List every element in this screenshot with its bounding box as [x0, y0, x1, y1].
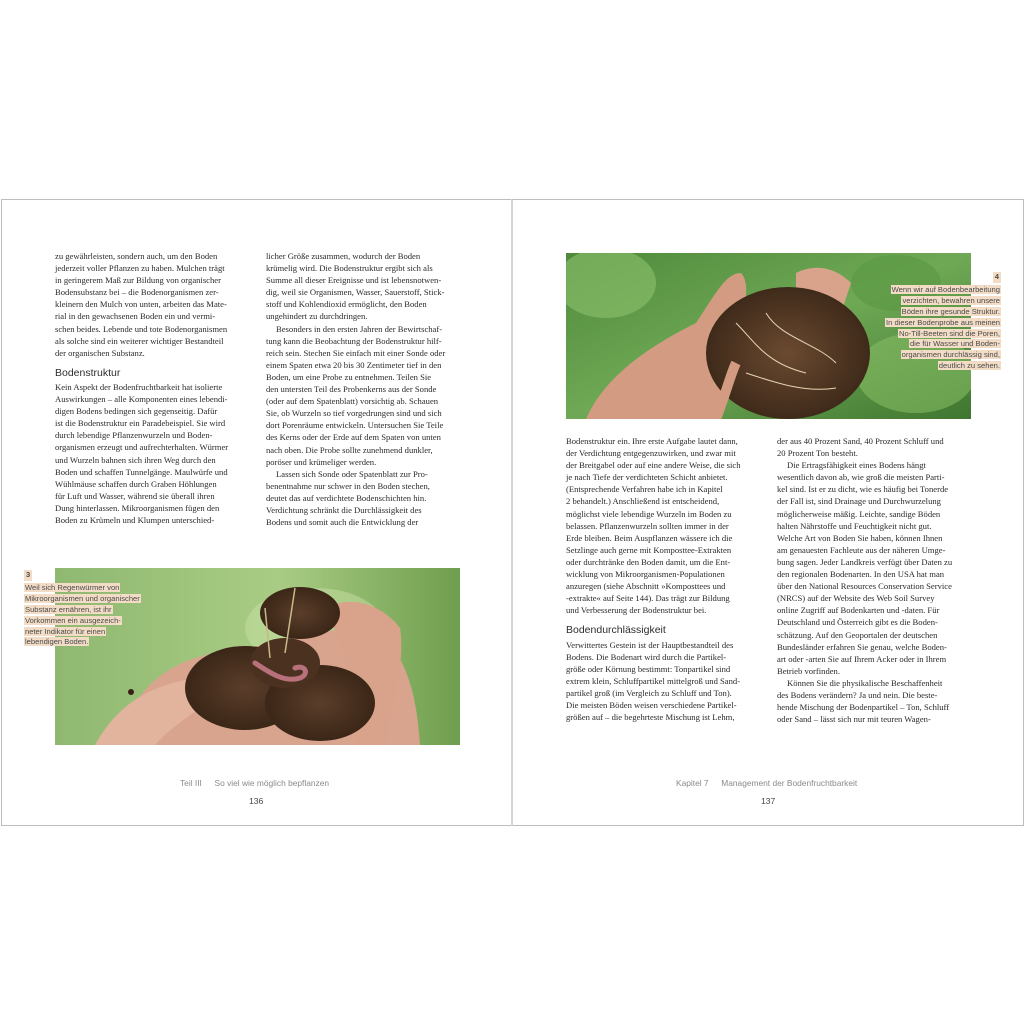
caption-3-lines: [24, 583, 141, 648]
caption-line: neter Indikator für einen: [25, 626, 106, 636]
text-line: Die Ertragsfähigkeit eines Bodens hängt: [787, 460, 926, 471]
text-line: reich sein. Stechen Sie einfach mit einer Sonde oder: [266, 347, 446, 358]
text-line: 2 behandelt.) Anschließend ist entscheidend,: [566, 496, 720, 507]
text-line: Die meisten Böden weisen verschiedene Partikel-: [566, 699, 737, 710]
text-line: wesentlich davon ab, wie groß die meisten Parti-: [777, 472, 945, 483]
caption-line: Weil sich Regenwürmer von: [25, 582, 120, 592]
footer-title: So viel wie möglich bepflanzen: [214, 778, 330, 788]
text-line: dig, weil sie Organismen, Wasser, Sauerstoff, Stick-: [266, 287, 445, 298]
caption-line: die für Wasser und Boden-: [909, 339, 1000, 349]
text-line: (Entsprechende Verfahren habe ich in Kapitel: [566, 484, 723, 495]
text-line: krümelig wird. Die Bodenstruktur ergibt sich als: [266, 263, 433, 274]
text-line: oder Sand – lässt sich nur mit teuren Wagen-: [777, 714, 931, 725]
text-line: Besonders in den ersten Jahren der Bewirtschaf-: [276, 323, 443, 334]
text-line: -extrakte« auf Seite 144). Das trägt zur Bildung: [566, 593, 730, 604]
text-line: belassen. Pflanzenwurzeln sollten immer in der: [566, 520, 729, 531]
text-line: Summe all dieser Ereignisse und ist lebensnotwen-: [266, 275, 442, 286]
text-line: poröser und krümeliger werden.: [266, 456, 377, 467]
caption-line: Vorkommen ein ausgezeich-: [25, 615, 121, 625]
footer-chapter-title: Management der Bodenfruchtbarkeit: [721, 778, 858, 788]
text-line: nach oben. Die Probe sollte zunehmend dunkler,: [266, 444, 433, 455]
section-heading-bodenstruktur: Bodenstruktur: [55, 366, 121, 379]
text-line: Betrieb vorfinden.: [777, 665, 841, 676]
text-line: einem Spaten etwa 20 bis 30 Zentimeter tief in den: [266, 359, 442, 370]
photo-caption-4: [853, 272, 1001, 372]
text-line: je nach Tiefe der verdichteten Schicht anbietet.: [566, 472, 728, 483]
left-col1-text: [55, 250, 255, 359]
text-line: Bodens. Die Bodenart wird durch die Partikel-: [566, 651, 727, 662]
text-line: Deutschland und Österreich gibt es die Boden-: [777, 617, 938, 628]
text-line: Boden und schaffen Tunnelgänge. Maulwürfe und: [55, 466, 228, 477]
text-line: der organischen Substanz.: [55, 347, 145, 358]
text-line: Boden, um eine Probe zu entnehmen. Teilen Sie: [266, 371, 432, 382]
text-line: für Luft und Wasser, während sie überall ihren: [55, 490, 215, 501]
left-page: [1, 199, 512, 826]
caption-line: organismen durchlässig sind,: [901, 350, 1000, 360]
text-line: wicklung von Mikroorganismen-Populationen: [566, 569, 725, 580]
text-line: Verwittertes Gestein ist der Hauptbestandteil des: [566, 639, 734, 650]
left-column-2: [266, 250, 466, 528]
right-column-1: [566, 435, 766, 723]
page-number-right: 137: [761, 796, 776, 806]
footer-chapter-label: Kapitel 7: [676, 778, 709, 788]
text-line: Auswirkungen – alle Komponenten eines lebendi-: [55, 394, 228, 405]
text-line: oder durchtränke den Boden damit, um die Ent-: [566, 556, 731, 567]
text-line: extrem klein, Schluffpartikel mittelgroß und Sand-: [566, 675, 741, 686]
text-line: halten Nährstoffe und Feuchtigkeit nicht gut.: [777, 520, 932, 531]
text-line: organismen erzeugt und aufrechterhalten. Würmer: [55, 442, 229, 453]
text-line: partikel groß (im Vergleich zu Schluff und Ton).: [566, 687, 732, 698]
text-line: (oder auf dem Spatenblatt) vorsichtig ab. Schauen: [266, 396, 439, 407]
text-line: den untersten Teil des Probenkerns aus der Sonde: [266, 384, 437, 395]
text-line: Verdichtung schränkt die Durchlässigkeit des: [266, 504, 422, 515]
text-line: 20 Prozent Ton besteht.: [777, 448, 858, 459]
text-line: stoff und Kohlendioxid ermöglicht, den Boden: [266, 299, 427, 310]
text-line: licher Größe zusammen, wodurch der Boden: [266, 251, 421, 261]
left-col1-text-b: [55, 381, 255, 526]
text-line: Können Sie die physikalische Beschaffenheit: [787, 677, 943, 688]
text-line: größen auf – die begehrteste Mischung ist Lehm,: [566, 712, 735, 723]
caption-line: No-Till-Beeten sind die Poren,: [898, 328, 1000, 338]
text-line: als solche sind ein weiterer wichtiger Bestandteil: [55, 335, 224, 346]
text-line: kleinern den Mulch von unten, arbeiten das Mate-: [55, 299, 227, 310]
text-line: der Fall ist, sind Drainage und Durchwurzelung: [777, 496, 941, 507]
text-line: hende Mischung der Bodenpartikel – Ton, Schluff: [777, 702, 950, 713]
text-line: des Bodens verändern? Ja und nein. Die beste-: [777, 689, 938, 700]
text-line: online Zugriff auf Bodenkarten und -daten. Für: [777, 605, 940, 616]
caption-line: Böden ihre gesunde Struktur.: [901, 306, 1000, 316]
text-line: den regionalen Bodenarten. In den USA hat man: [777, 569, 945, 580]
text-line: Wühlmäuse schaffen durch Graben Höhlungen: [55, 478, 217, 489]
right-column-2: [777, 435, 977, 725]
right-col1-text: [566, 435, 766, 616]
text-line: der Breitgabel oder auf eine andere Weise, die sich: [566, 460, 741, 471]
text-line: am genauesten Fachleute aus der näheren Umge-: [777, 544, 946, 555]
text-line: möglichst viele lebendige Wurzeln im Boden zu: [566, 508, 732, 519]
text-line: ungehindert zu durchdringen.: [266, 311, 368, 322]
caption-4-lines: [853, 285, 1001, 372]
text-line: Bodenstruktur ein. Ihre erste Aufgabe lautet dann,: [566, 436, 738, 446]
text-line: anzuregen (siehe Abschnitt »Komposttees und: [566, 581, 726, 592]
caption-line: Wenn wir auf Bodenbearbeitung: [891, 284, 1000, 294]
text-line: durch lebendige Pflanzenwurzeln und Boden-: [55, 430, 213, 441]
caption-line: lebendigen Boden.: [25, 637, 89, 647]
text-line: jederzeit voller Pflanzen zu haben. Mulchen trägt: [55, 263, 225, 274]
text-line: Erde bleiben. Beim Auspflanzen wässere ich die: [566, 532, 733, 543]
text-line: Bodens und somit auch die Entwicklung der: [266, 517, 419, 528]
text-line: schätzung. Auf den Geoportalen der deutschen: [777, 629, 938, 640]
text-line: über den National Resources Conservation Service: [777, 581, 952, 592]
footer-part-label: Teil III: [180, 778, 202, 788]
caption-number-4: 4: [994, 272, 999, 281]
text-line: der Verdichtung entgegenzuwirken, und zwar mit: [566, 448, 736, 459]
footer-right: [676, 778, 857, 788]
book-spread: [0, 199, 1024, 826]
text-line: ist die Bodenstruktur ein Paradebeispiel. Sie wird: [55, 418, 226, 429]
right-col2-text: [777, 435, 977, 725]
text-line: Kein Aspekt der Bodenfruchtbarkeit hat isolierte: [55, 381, 223, 392]
text-line: Bodensubstanz bei – die Bodenorganismen zer-: [55, 287, 219, 298]
text-line: und Wurzeln bahnen sich ihren Weg durch den: [55, 454, 216, 465]
text-line: schen beides. Lebende und tote Bodenorganismen: [55, 323, 228, 334]
photo-caption-3: [24, 570, 141, 648]
text-line: Lassen sich Sonde oder Spatenblatt zur Pro-: [276, 468, 428, 479]
caption-number-3: 3: [26, 570, 31, 579]
text-line: Dung hinterlassen. Mikroorganismen fügen den: [55, 502, 220, 513]
text-line: digen Bodens bedingen sich gegenseitig. Dafür: [55, 406, 218, 417]
text-line: des Kerns oder der Erde auf dem Spaten von unten: [266, 432, 441, 443]
text-line: (NRCS) auf der Website des Web Soil Survey: [777, 593, 935, 604]
text-line: und Verbesserung der Bodenstruktur bei.: [566, 605, 707, 616]
text-line: Bundesländer erfahren Sie genau, welche Boden-: [777, 641, 947, 652]
right-page: [512, 199, 1024, 826]
page-number-left: 136: [249, 796, 264, 806]
text-line: kel sind. Ist er zu dicht, wie es häufig bei Tonerde: [777, 484, 949, 495]
left-col2-text: [266, 250, 466, 528]
text-line: möglicherweise mäßig. Leichte, sandige Böden: [777, 508, 941, 519]
text-line: in geringerem Maß zur Bildung von organischer: [55, 275, 221, 286]
text-line: Welche Art von Boden Sie haben, können Ihnen: [777, 532, 943, 543]
text-line: dort Porenräume entwickeln. Untersuchen Sie Teile: [266, 420, 444, 431]
caption-line: Substanz ernähren, ist ihr: [25, 604, 112, 614]
text-line: zu gewährleisten, sondern auch, um den Boden: [55, 251, 218, 261]
caption-line: In dieser Bodenprobe aus meinen: [886, 317, 1000, 327]
caption-line: deutlich zu sehen.: [938, 361, 1000, 371]
text-line: rial in den gewachsenen Boden ein und vermi-: [55, 311, 216, 322]
text-line: der aus 40 Prozent Sand, 40 Prozent Schluff und: [777, 436, 944, 446]
text-line: bung sagen. Jeder Landkreis verfügt über Daten zu: [777, 556, 953, 567]
text-line: deutet das auf verdichtete Bodenschichten hin.: [266, 492, 427, 503]
text-line: größe oder Körnung bestimmt: Tonpartikel sind: [566, 663, 731, 674]
text-line: benentnahme nur schwer in den Boden stechen,: [266, 480, 430, 491]
caption-line: verzichten, bewahren unsere: [902, 295, 1000, 305]
caption-line: Mikroorganismen und organischer: [25, 593, 140, 603]
footer-left: [180, 778, 329, 788]
text-line: Boden zu Krümeln und Klumpen unterschied-: [55, 514, 215, 525]
text-line: tung kann die Beobachtung der Bodenstruktur hilf-: [266, 335, 442, 346]
text-line: art oder -arten Sie auf Ihrem Acker oder in Ihrem: [777, 653, 947, 664]
text-line: Setzlinge auch gerne mit Komposttee-Extrakten: [566, 544, 732, 555]
text-line: Sie, ob Wurzeln so tief vorgedrungen sind und sich: [266, 408, 442, 419]
right-col1-text-b: [566, 639, 766, 724]
left-column-1: [55, 250, 255, 526]
section-heading-bodendurchlaessigkeit: Bodendurchlässigkeit: [566, 624, 666, 637]
